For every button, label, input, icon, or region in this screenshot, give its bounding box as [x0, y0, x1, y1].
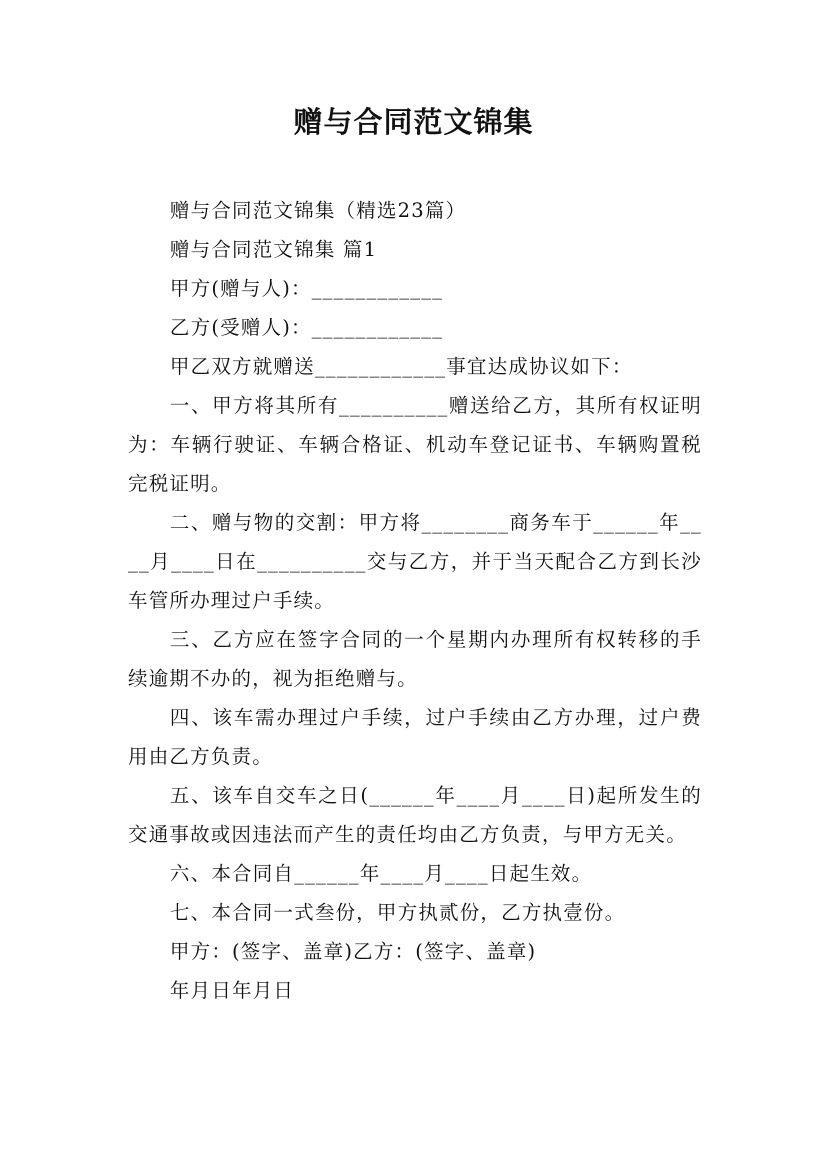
document-body: [128, 191, 702, 1010]
paragraph-subtitle: 赠与合同范文锦集（精选23篇）: [169, 199, 467, 222]
paragraph-party-a: 甲方(赠与人)：____________: [169, 277, 444, 300]
paragraph-clause-2: 二、赠与物的交割：甲方将________商务车于______年____月____日在__________交与乙方，并于当天配合乙方到长沙车管所办理过户手续。: [128, 511, 702, 612]
paragraph-section-heading: 赠与合同范文锦集 篇1: [169, 238, 378, 261]
document-title: 赠与合同范文锦集: [293, 105, 534, 139]
paragraph-clause-5: 五、该车自交车之日(______年____月____日)起所发生的交通事故或因违法而产生的责任均由乙方负责，与甲方无关。: [128, 784, 702, 846]
paragraph-clause-3: 三、乙方应在签字合同的一个星期内办理所有权转移的手续逾期不办的，视为拒绝赠与。: [128, 628, 702, 690]
paragraph-clause-4: 四、该车需办理过户手续，过户手续由乙方办理，过户费用由乙方负责。: [128, 706, 702, 768]
paragraph-clause-6: 六、本合同自______年____月____日起生效。: [169, 862, 593, 885]
paragraph-agreement-intro: 甲乙双方就赠送____________事宜达成协议如下：: [169, 355, 633, 378]
paragraph-clause-7: 七、本合同一式叁份，甲方执贰份，乙方执壹份。: [169, 901, 626, 924]
paragraph-clause-1: 一、甲方将其所有__________赠送给乙方，其所有权证明为：车辆行驶证、车辆合格证、机动车登记证书、车辆购置税完税证明。: [128, 394, 702, 495]
paragraph-dates: 年月日年月日: [169, 979, 295, 1002]
paragraph-party-b: 乙方(受赠人)：____________: [169, 316, 444, 339]
paragraph-signatures: 甲方：(签字、盖章)乙方：(签字、盖章): [169, 940, 537, 963]
